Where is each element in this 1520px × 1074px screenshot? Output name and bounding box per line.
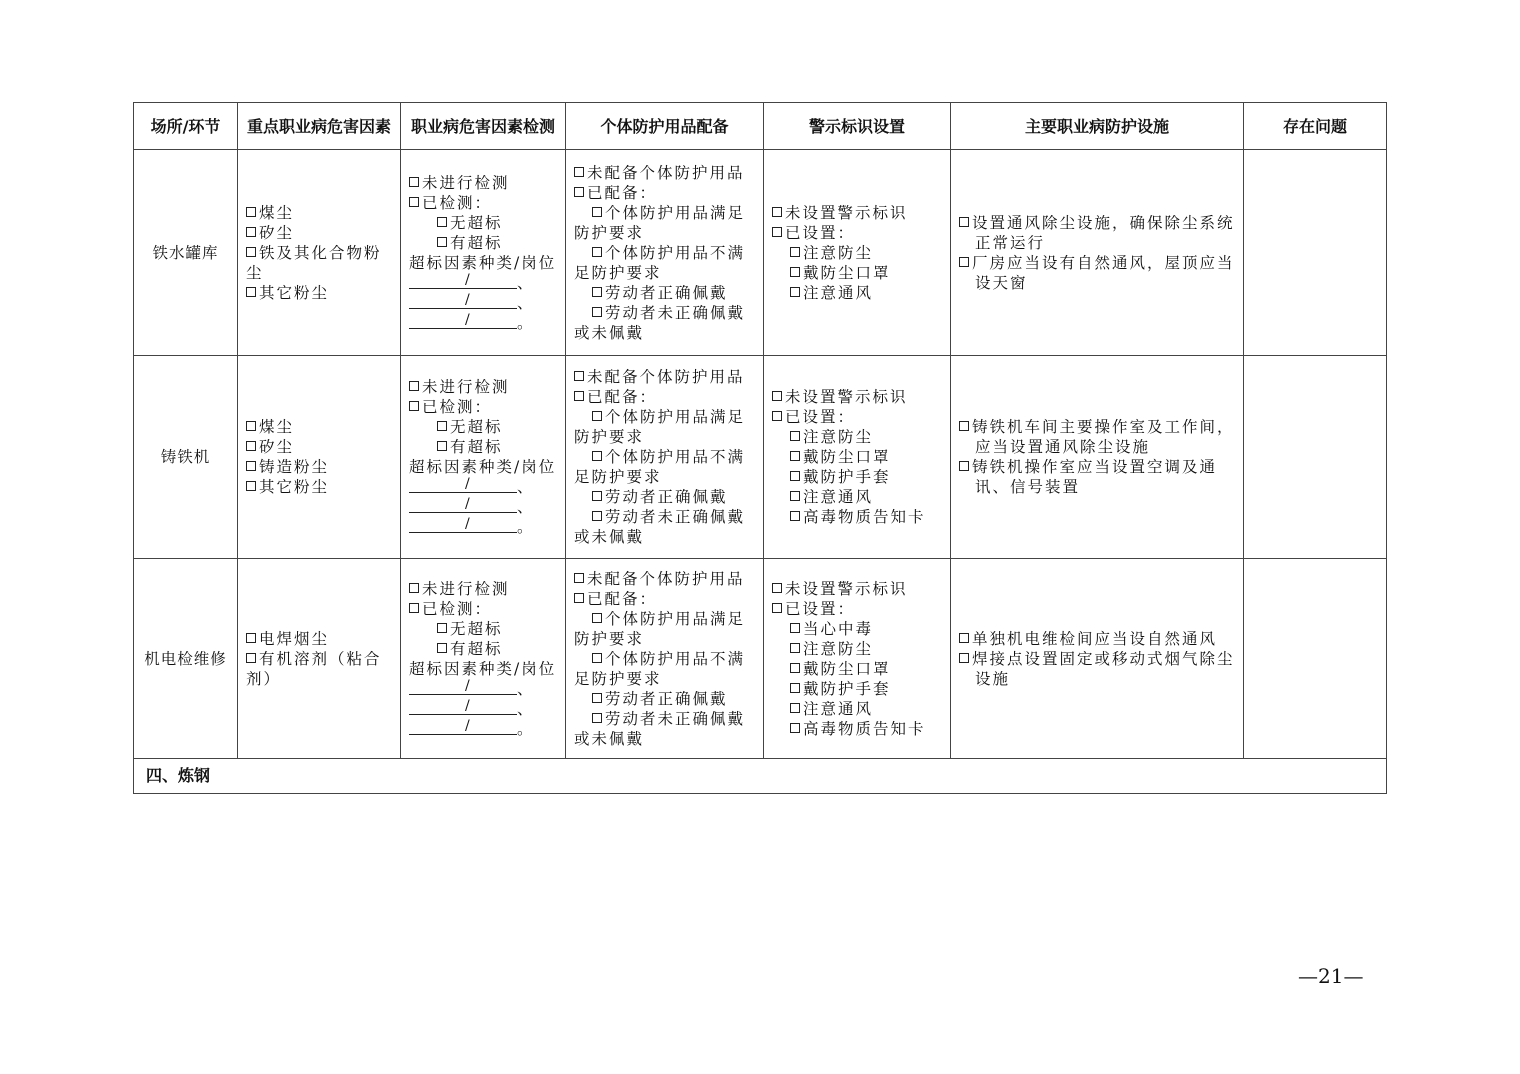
fill-line[interactable]: / 、 <box>409 293 557 313</box>
checkbox[interactable] <box>790 723 800 733</box>
sign-item[interactable]: 注意防尘 <box>772 243 942 263</box>
detection-tested[interactable]: 已检测： <box>409 599 557 619</box>
hazard-item[interactable]: 电焊烟尘 <box>246 629 392 649</box>
checkbox[interactable] <box>592 287 602 297</box>
checkbox[interactable] <box>246 287 256 297</box>
hazards-cell <box>238 356 401 559</box>
checkbox[interactable] <box>246 461 256 471</box>
checkbox[interactable] <box>437 217 447 227</box>
signs-set[interactable]: 已设置： <box>772 599 942 619</box>
checkbox[interactable] <box>574 371 584 381</box>
checkbox[interactable] <box>790 511 800 521</box>
ppe-not-meet[interactable]: 个体防护用品不满足防护要求 <box>574 448 746 486</box>
detection-cell <box>401 356 566 559</box>
hazard-item[interactable]: 矽尘 <box>246 437 392 457</box>
facilities-cell <box>951 356 1244 559</box>
sign-item[interactable]: 注意通风 <box>772 283 942 303</box>
checkbox[interactable] <box>790 703 800 713</box>
place-cell: 铁水罐库 <box>134 150 238 356</box>
issues-cell[interactable] <box>1244 559 1387 759</box>
checkbox[interactable] <box>246 633 256 643</box>
detection-exceed[interactable]: 有超标 <box>409 437 557 457</box>
signs-none[interactable]: 未设置警示标识 <box>772 203 942 223</box>
ppe-not-meet[interactable]: 个体防护用品不满足防护要求 <box>574 649 746 688</box>
checkbox[interactable] <box>437 623 447 633</box>
sign-item[interactable]: 注意防尘 <box>772 427 942 447</box>
ppe-equipped[interactable]: 已配备： <box>574 387 755 407</box>
header-issues: 存在问题 <box>1244 103 1387 150</box>
signs-cell <box>764 356 951 559</box>
signs-cell <box>764 150 951 356</box>
checkbox[interactable] <box>790 267 800 277</box>
checkbox[interactable] <box>790 663 800 673</box>
table-row <box>134 150 1387 356</box>
fill-line[interactable]: / 、 <box>409 679 557 699</box>
checkbox[interactable] <box>246 227 256 237</box>
issues-cell[interactable] <box>1244 150 1387 356</box>
checkbox[interactable] <box>959 217 969 227</box>
checkbox[interactable] <box>790 683 800 693</box>
hazard-item[interactable]: 煤尘 <box>246 203 392 223</box>
sign-item[interactable]: 戴防尘口罩 <box>772 263 942 283</box>
checkbox[interactable] <box>959 653 969 663</box>
hazard-item[interactable]: 其它粉尘 <box>246 283 392 303</box>
hazard-item[interactable]: 铁及其化合物粉尘 <box>246 243 382 282</box>
checkbox[interactable] <box>790 623 800 633</box>
inspection-table <box>133 102 1387 794</box>
detection-not-exceed[interactable]: 无超标 <box>409 619 557 639</box>
facility-item[interactable]: 铸铁机车间主要操作室及工作间，应当设置通风除尘设施 <box>959 417 1235 457</box>
sign-item[interactable]: 注意通风 <box>772 487 942 507</box>
detection-exceed[interactable]: 有超标 <box>409 639 557 659</box>
page-number: —21— <box>1298 964 1364 988</box>
exceed-description: 超标因素种类/岗位 <box>409 253 557 272</box>
checkbox[interactable] <box>790 247 800 257</box>
checkbox[interactable] <box>409 603 419 613</box>
hazard-item[interactable]: 铸造粉尘 <box>246 457 392 477</box>
exceed-description: 超标因素种类/岗位 <box>409 458 557 476</box>
facility-item[interactable]: 单独机电维检间应当设自然通风 <box>959 629 1235 649</box>
checkbox[interactable] <box>592 693 602 703</box>
facility-item[interactable]: 铸铁机操作室应当设置空调及通讯、信号装置 <box>959 457 1235 497</box>
checkbox[interactable] <box>592 713 602 723</box>
checkbox[interactable] <box>772 227 782 237</box>
fill-line[interactable]: / 、 <box>409 273 557 293</box>
ppe-correct[interactable]: 劳动者正确佩戴 <box>574 689 755 709</box>
checkbox[interactable] <box>246 247 256 257</box>
checkbox[interactable] <box>574 391 584 401</box>
detection-not-tested[interactable]: 未进行检测 <box>409 377 557 397</box>
signs-set[interactable]: 已设置： <box>772 223 942 243</box>
sign-item[interactable]: 戴防尘口罩 <box>772 447 942 467</box>
ppe-incorrect[interactable]: 劳动者未正确佩戴或未佩戴 <box>574 303 746 342</box>
sign-item[interactable]: 当心中毒 <box>772 619 942 639</box>
ppe-meets[interactable]: 个体防护用品满足防护要求 <box>574 408 746 446</box>
hazard-item[interactable]: 煤尘 <box>246 417 392 437</box>
ppe-equipped[interactable]: 已配备： <box>574 183 755 203</box>
issues-cell[interactable] <box>1244 356 1387 559</box>
checkbox[interactable] <box>437 237 447 247</box>
checkbox[interactable] <box>592 307 602 317</box>
signs-none[interactable]: 未设置警示标识 <box>772 387 942 407</box>
checkbox[interactable] <box>437 421 447 431</box>
sign-item[interactable]: 高毒物质告知卡 <box>772 507 942 527</box>
checkbox[interactable] <box>574 167 584 177</box>
checkbox[interactable] <box>959 461 969 471</box>
hazard-item[interactable]: 其它粉尘 <box>246 477 392 497</box>
checkbox[interactable] <box>574 187 584 197</box>
checkbox[interactable] <box>790 643 800 653</box>
fill-line[interactable]: / 、 <box>409 477 557 497</box>
fill-line[interactable]: / 。 <box>409 719 557 739</box>
detection-tested[interactable]: 已检测： <box>409 193 557 213</box>
header-row <box>134 103 1387 150</box>
ppe-cell <box>566 150 764 356</box>
ppe-incorrect[interactable]: 劳动者未正确佩戴或未佩戴 <box>574 709 746 748</box>
ppe-correct[interactable]: 劳动者正确佩戴 <box>574 283 755 303</box>
ppe-none[interactable]: 未配备个体防护用品 <box>574 163 755 183</box>
detection-tested[interactable]: 已检测： <box>409 397 557 417</box>
fill-line[interactable]: / 。 <box>409 313 557 333</box>
checkbox[interactable] <box>772 411 782 421</box>
header-ppe: 个体防护用品配备 <box>566 103 764 150</box>
checkbox[interactable] <box>592 491 602 501</box>
checkbox[interactable] <box>592 411 602 421</box>
hazards-cell <box>238 150 401 356</box>
checkbox[interactable] <box>246 207 256 217</box>
exceed-description: 超标因素种类/岗位 <box>409 659 557 678</box>
checkbox[interactable] <box>574 593 584 603</box>
checkbox[interactable] <box>772 391 782 401</box>
detection-cell <box>401 150 566 356</box>
ppe-equipped[interactable]: 已配备： <box>574 589 755 609</box>
ppe-none[interactable]: 未配备个体防护用品 <box>574 569 755 589</box>
checkbox[interactable] <box>409 401 419 411</box>
signs-none[interactable]: 未设置警示标识 <box>772 579 942 599</box>
checkbox[interactable] <box>592 613 602 623</box>
checkbox[interactable] <box>959 421 969 431</box>
checkbox[interactable] <box>959 257 969 267</box>
checkbox[interactable] <box>790 431 800 441</box>
detection-not-exceed[interactable]: 无超标 <box>409 417 557 437</box>
fill-line[interactable]: / 、 <box>409 699 557 719</box>
ppe-meets[interactable]: 个体防护用品满足防护要求 <box>574 609 746 648</box>
signs-cell <box>764 559 951 759</box>
ppe-correct[interactable]: 劳动者正确佩戴 <box>574 487 755 507</box>
facility-item[interactable]: 焊接点设置固定或移动式烟气除尘设施 <box>959 649 1235 689</box>
facilities-cell <box>951 150 1244 356</box>
section-row <box>134 759 1387 794</box>
header-place: 场所/环节 <box>134 103 238 150</box>
checkbox[interactable] <box>592 451 602 461</box>
checkbox[interactable] <box>592 207 602 217</box>
place-cell: 铸铁机 <box>134 356 238 559</box>
place-cell: 机电检维修 <box>134 559 238 759</box>
sign-item[interactable]: 高毒物质告知卡 <box>772 719 942 739</box>
ppe-cell <box>566 559 764 759</box>
ppe-incorrect[interactable]: 劳动者未正确佩戴或未佩戴 <box>574 508 746 546</box>
checkbox[interactable] <box>592 653 602 663</box>
header-detection: 职业病危害因素检测 <box>401 103 566 150</box>
detection-not-tested[interactable]: 未进行检测 <box>409 579 557 599</box>
facility-item[interactable]: 设置通风除尘设施，确保除尘系统正常运行 <box>959 213 1235 253</box>
checkbox[interactable] <box>772 583 782 593</box>
ppe-cell <box>566 356 764 559</box>
sign-item[interactable]: 注意通风 <box>772 699 942 719</box>
checkbox[interactable] <box>790 471 800 481</box>
hazard-item[interactable]: 矽尘 <box>246 223 392 243</box>
checkbox[interactable] <box>409 177 419 187</box>
checkbox[interactable] <box>574 573 584 583</box>
table-row <box>134 356 1387 559</box>
header-hazards: 重点职业病危害因素 <box>238 103 401 150</box>
checkbox[interactable] <box>246 441 256 451</box>
checkbox[interactable] <box>246 481 256 491</box>
checkbox[interactable] <box>772 207 782 217</box>
facilities-cell <box>951 559 1244 759</box>
detection-exceed[interactable]: 有超标 <box>409 233 557 253</box>
header-signs: 警示标识设置 <box>764 103 951 150</box>
detection-cell <box>401 559 566 759</box>
ppe-none[interactable]: 未配备个体防护用品 <box>574 367 755 387</box>
sign-item[interactable]: 戴防尘口罩 <box>772 659 942 679</box>
hazard-item[interactable]: 有机溶剂（粘合剂） <box>246 649 382 688</box>
checkbox[interactable] <box>246 421 256 431</box>
checkbox[interactable] <box>772 603 782 613</box>
checkbox[interactable] <box>437 643 447 653</box>
fill-line[interactable]: / 。 <box>409 517 557 537</box>
checkbox[interactable] <box>409 197 419 207</box>
header-facilities: 主要职业病防护设施 <box>951 103 1244 150</box>
checkbox[interactable] <box>592 247 602 257</box>
table-row <box>134 559 1387 759</box>
checkbox[interactable] <box>790 451 800 461</box>
hazards-cell <box>238 559 401 759</box>
checkbox[interactable] <box>409 583 419 593</box>
signs-set[interactable]: 已设置： <box>772 407 942 427</box>
checkbox[interactable] <box>790 491 800 501</box>
fill-line[interactable]: / 、 <box>409 497 557 517</box>
section-title: 四、炼钢 <box>134 759 1387 794</box>
checkbox[interactable] <box>246 653 256 663</box>
sign-item[interactable]: 注意防尘 <box>772 639 942 659</box>
ppe-not-meet[interactable]: 个体防护用品不满足防护要求 <box>574 243 746 282</box>
checkbox[interactable] <box>437 441 447 451</box>
facility-item[interactable]: 厂房应当设有自然通风，屋顶应当设天窗 <box>959 253 1235 293</box>
detection-not-exceed[interactable]: 无超标 <box>409 213 557 233</box>
sign-item[interactable]: 戴防护手套 <box>772 467 942 487</box>
ppe-meets[interactable]: 个体防护用品满足防护要求 <box>574 203 746 242</box>
detection-not-tested[interactable]: 未进行检测 <box>409 173 557 193</box>
checkbox[interactable] <box>790 287 800 297</box>
checkbox[interactable] <box>959 633 969 643</box>
checkbox[interactable] <box>592 511 602 521</box>
checkbox[interactable] <box>409 381 419 391</box>
sign-item[interactable]: 戴防护手套 <box>772 679 942 699</box>
